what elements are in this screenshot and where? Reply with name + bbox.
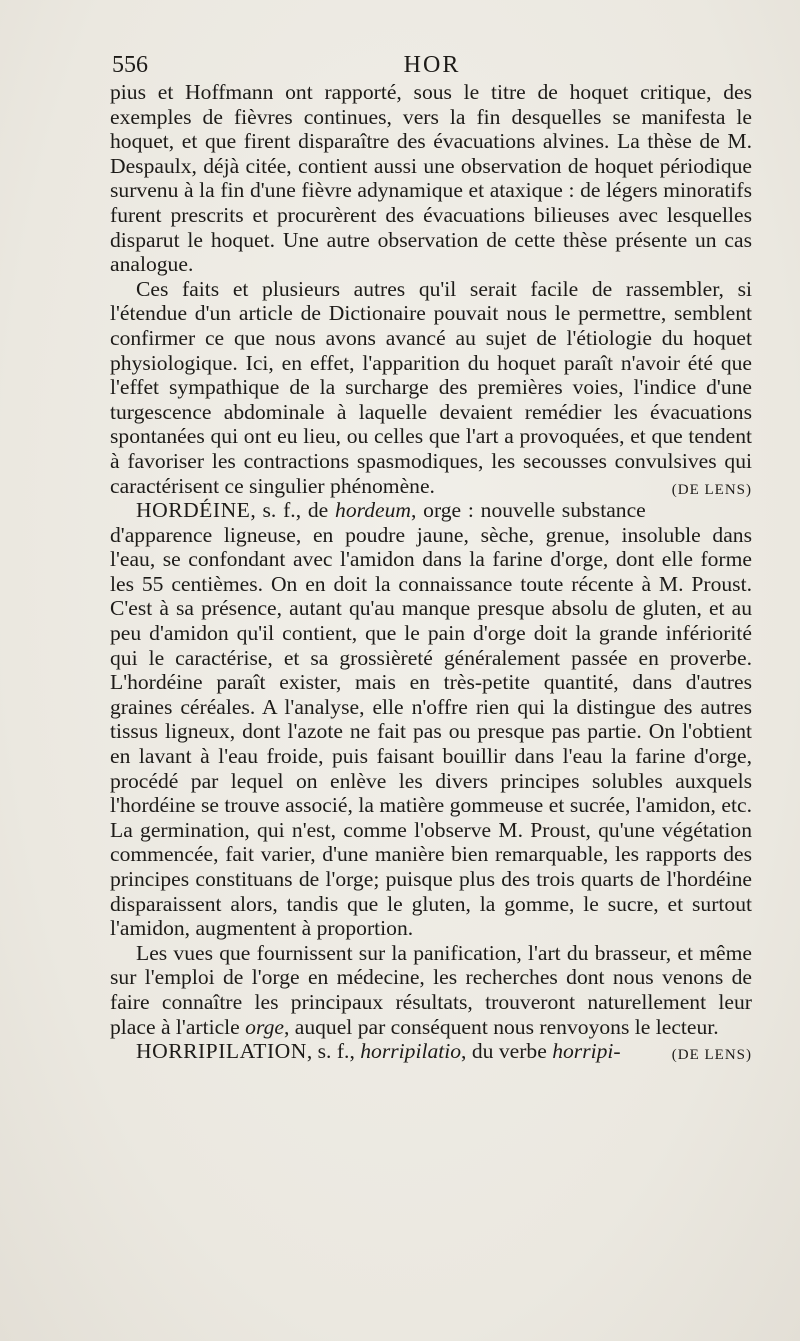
verb-etymon: horripi- [552,1039,621,1064]
grammar-label: , s. f., de [250,498,336,523]
etymon: hordeum [335,498,411,523]
paragraph-hoquet-continued: pius et Hoffmann ont rapporté, sous le titre de hoquet critique, des exemples de fièvres continues, vers la fin desquelles se manifesta le hoquet, et que firent disparaître des évacuations alvines. La thèse de M. Despaulx, déjà citée, contient aussi une observation de hoquet périodique survenu à la fin d'une fièvre adynamique et ataxique : de légers minoratifs furent prescrits et procurèrent des évacuations bilieuses avec lesquelles disparut le hoquet. Une autre observation de cette thèse présente un cas analogue. [110,80,752,277]
grammar-label: , s. f., [306,1039,361,1064]
etymon: horripilatio [360,1039,462,1064]
headword-hordeine: HORDÉINE [136,498,251,523]
entry-hordeine [110,498,752,941]
body-text [110,80,752,1068]
page-number: 556 [112,52,148,78]
etymon-connector: , du verbe [461,1039,553,1064]
headword-horripilation: HORRIPILATION [136,1039,307,1064]
paragraph-hoquet-etiology [110,277,752,498]
author-signature: (DE LENS) [671,1047,752,1064]
author-signature: (DE LENS) [671,481,752,498]
cross-reference-orge: orge [245,1014,284,1039]
paragraph-text: Ces faits et plusieurs autres qu'il serait facile de rassembler, si l'étendue d'un article de Dictionaire pouvait nous le permettre, semblent confirmer ce que nous avons avancé au sujet de l'étiologie du hoquet physiologique. Ici, en effet, l'apparition du hoquet paraît n'avoir été que l'effet sympathique de la surcharge des premières voies, l'indice d'une turgescence abdominale à laquelle devaient remédier les évacuations spontanées qui ont eu lieu, ou celles que l'art a provoquées, et que tendent à favoriser les contractions spasmodiques, les secousses convulsives qui caractérisent ce singulier phénomène. [110,276,752,498]
paragraph-text-b: , auquel par conséquent nous renvoyons le lecteur. [283,1014,719,1039]
page-header [112,50,752,80]
running-head: HOR [403,52,461,78]
paragraph-text-a: Les vues que fournissent sur la panification, l'art du brasseur, et même sur l'emploi de l'orge en médecine, les recherches dont nous venons de faire connaître les principaux résultats, trouveront naturellement leur place à l'article [110,940,752,1039]
entry-body: , orge : nouvelle substance d'apparence ligneuse, en poudre jaune, sèche, grenue, insoluble dans l'eau, se confondant avec l'amidon dans la farine d'orge, dont elle forme les 55 centièmes. On en doit la connaissance toute récente à M. Proust. C'est à sa présence, autant qu'au manque presque absolu de gluten, et au peu d'amidon qu'il contient, que le pain d'orge doit la grande infériorité qui le caractérise, et sa grossièreté généralement passée en proverbe. L'hordéine paraît exister, mais en très-petite quantité, dans d'autres graines céréales. A l'analyse, elle n'offre rien qui la distingue des autres tissus ligneux, dont l'azote ne fait pas ou presque pas partie. On l'obtient en lavant à l'eau froide, puis faisant bouillir dans l'eau la farine d'orge, procédé par lequel on enlève les divers principes solubles auxquels l'hordéine se trouve associé, la matière gommeuse et sucrée, l'amidon, etc. La germination, qui n'est, comme l'observe M. Proust, qu'une végétation commencée, fait varier, d'une manière bien remarquable, les rapports des principes constituans de l'orge; puisque plus des trois quarts de l'hordéine disparaissent alors, tandis que le gluten, la gomme, le sucre, et surtout l'amidon, augmentent à proportion. [110,498,752,941]
